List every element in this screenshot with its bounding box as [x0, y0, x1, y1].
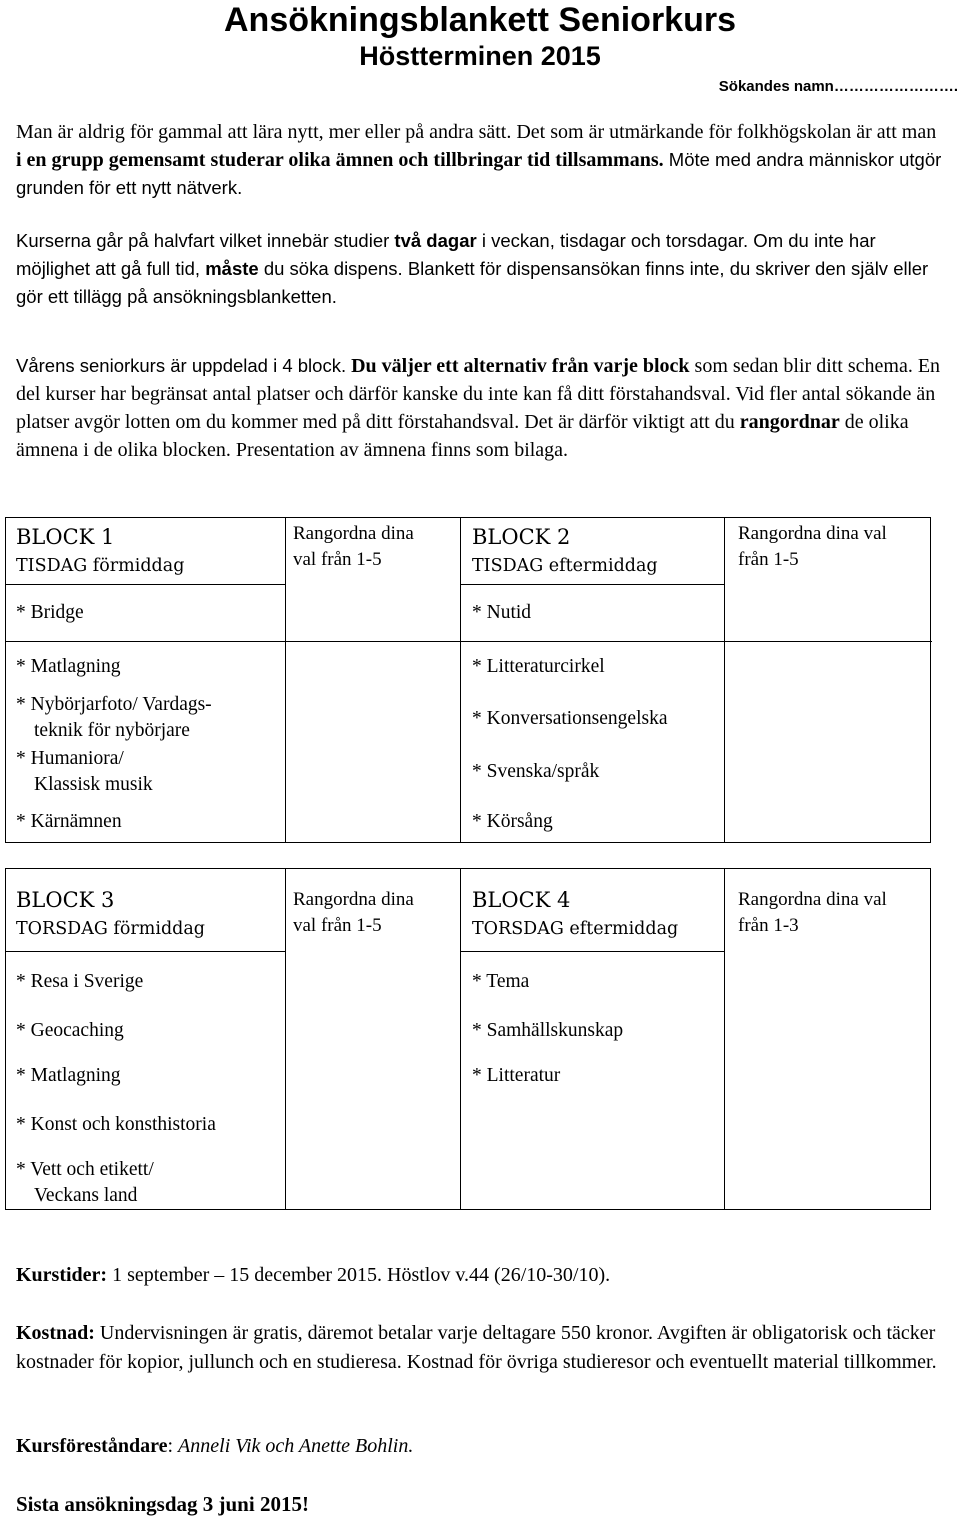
divider — [285, 869, 286, 1209]
block-1-item: Klassisk musik — [34, 774, 153, 795]
course-dates-text: 1 september – 15 december 2015. Höstlov v.44 (26/10-30/10). — [107, 1264, 611, 1286]
block-3-item: * Konst och konsthistoria — [16, 1114, 216, 1135]
divider — [285, 518, 286, 842]
course-leaders-colon: : — [167, 1435, 179, 1457]
block-2-item: * Nutid — [472, 602, 532, 623]
intro-text: En del kurser har begränsat antal platser och därför kanske du inte kan få ditt förstahandsval. Vid fler antal sökande än platser avgör lotten om du kommer med på ditt förstahandsval. Det är därför viktigt att du — [16, 355, 941, 433]
intro-emphasis: Du väljer ett alternativ från varje block — [346, 355, 690, 377]
block-1-item: teknik för nybörjare — [34, 720, 190, 741]
intro-emphasis: två dagar — [394, 230, 477, 251]
block-4-item: * Litteratur — [472, 1065, 561, 1086]
block-1-item: * Humaniora/ — [16, 748, 124, 769]
divider — [460, 584, 724, 585]
block-3-day: TORSDAG förmiddag — [16, 919, 206, 939]
block-4-rank-label: Rangordna dina val — [738, 889, 887, 910]
block-table-thursday — [5, 868, 931, 1210]
course-cost — [16, 1319, 946, 1377]
block-4-item: * Samhällskunskap — [472, 1020, 624, 1041]
block-4-day: TORSDAG eftermiddag — [472, 919, 679, 939]
intro-text: de olika ämnena i de olika blocken. Presentation av ämnena finns som bilaga. — [16, 411, 909, 461]
block-3-item: Veckans land — [34, 1185, 138, 1206]
block-1-rank-label: val från 1-5 — [293, 549, 382, 570]
intro-text: Möte med andra människor utgör grunden för ett nytt nätverk. — [16, 149, 942, 198]
block-4-rank-label: från 1-3 — [738, 915, 799, 936]
block-1-rank-label: Rangordna dina — [293, 523, 414, 544]
intro-text: Vårens seniorkurs är uppdelad i 4 block. — [16, 355, 347, 376]
intro-paragraph-3 — [16, 352, 946, 464]
block-1-item: * Kärnämnen — [16, 811, 122, 832]
course-leaders-names: Anneli Vik och Anette Bohlin. — [178, 1435, 414, 1457]
intro-text: i veckan, tisdagar och torsdagar. Om du inte har möjlighet att gå full tid, — [16, 230, 876, 279]
block-3-rank-label: Rangordna dina — [293, 889, 414, 910]
block-3-title: BLOCK 3 — [16, 888, 115, 912]
block-2-item: * Svenska/språk — [472, 761, 600, 782]
block-2-day: TISDAG eftermiddag — [472, 556, 658, 576]
course-leaders — [16, 1432, 946, 1461]
course-leaders-label: Kursföreståndare — [16, 1435, 168, 1457]
intro-paragraph-1 — [16, 118, 946, 202]
block-3-item: * Vett och etikett/ — [16, 1159, 154, 1180]
application-deadline — [16, 1490, 946, 1519]
block-1-title: BLOCK 1 — [16, 525, 115, 549]
page-title: Ansökningsblankett Seniorkurs — [224, 1, 736, 39]
block-1-item: * Bridge — [16, 602, 84, 623]
divider — [460, 951, 724, 952]
course-cost-label: Kostnad: — [16, 1322, 95, 1344]
intro-emphasis: i en grupp gemensamt studerar olika ämnen och tillbringar tid tillsammans. — [16, 149, 664, 171]
block-1-item: * Matlagning — [16, 656, 121, 677]
block-1-day: TISDAG förmiddag — [16, 556, 185, 576]
divider — [6, 641, 460, 642]
applicant-name-field[interactable]: Sökandes namn……………………. — [718, 78, 958, 95]
intro-emphasis: måste — [205, 258, 259, 279]
block-table-tuesday — [5, 517, 931, 843]
block-2-rank-label: Rangordna dina val — [738, 523, 887, 544]
divider — [460, 869, 461, 1209]
block-2-rank-label: från 1-5 — [738, 549, 799, 570]
divider — [724, 518, 725, 842]
divider — [460, 518, 461, 842]
intro-text: Man är aldrig för gammal att lära nytt, mer eller på andra sätt. Det som är utmärkande för folkhögskolan är att man — [16, 121, 937, 143]
course-dates-label: Kurstider: — [16, 1264, 108, 1286]
block-2-item: * Konversationsengelska — [472, 708, 668, 729]
block-3-item: * Geocaching — [16, 1020, 124, 1041]
intro-paragraph-2 — [16, 227, 946, 311]
page-subtitle: Höstterminen 2015 — [359, 41, 601, 71]
block-3-item: * Resa i Sverige — [16, 971, 144, 992]
divider — [6, 584, 285, 585]
block-1-item: * Nybörjarfoto/ Vardags- — [16, 694, 212, 715]
divider — [6, 951, 285, 952]
application-deadline-text: Sista ansökningsdag 3 juni 2015! — [16, 1492, 309, 1516]
block-4-title: BLOCK 4 — [472, 888, 571, 912]
block-2-item: * Körsång — [472, 811, 553, 832]
intro-emphasis: rangordnar — [739, 411, 840, 433]
block-2-title: BLOCK 2 — [472, 525, 571, 549]
divider — [724, 869, 725, 1209]
intro-text: Kurserna går på halvfart vilket innebär studier — [16, 230, 395, 251]
divider — [460, 641, 932, 642]
intro-text: som sedan blir ditt schema. — [689, 355, 913, 377]
block-3-item: * Matlagning — [16, 1065, 121, 1086]
course-cost-text: Undervisningen är gratis, däremot betalar varje deltagare 550 kronor. Avgiften är obligatorisk och täcker kostnader för kopior, jullunch och en studieresa. Kostnad för övriga studieresor och eventuellt material tillkommer. — [16, 1322, 937, 1373]
intro-text: du söka dispens. Blankett för dispensansökan finns inte, du skriver den själv eller gör ett tillägg på ansökningsblanketten. — [16, 258, 929, 307]
block-2-item: * Litteraturcirkel — [472, 656, 605, 677]
course-dates — [16, 1261, 946, 1290]
block-3-rank-label: val från 1-5 — [293, 915, 382, 936]
block-4-item: * Tema — [472, 971, 530, 992]
